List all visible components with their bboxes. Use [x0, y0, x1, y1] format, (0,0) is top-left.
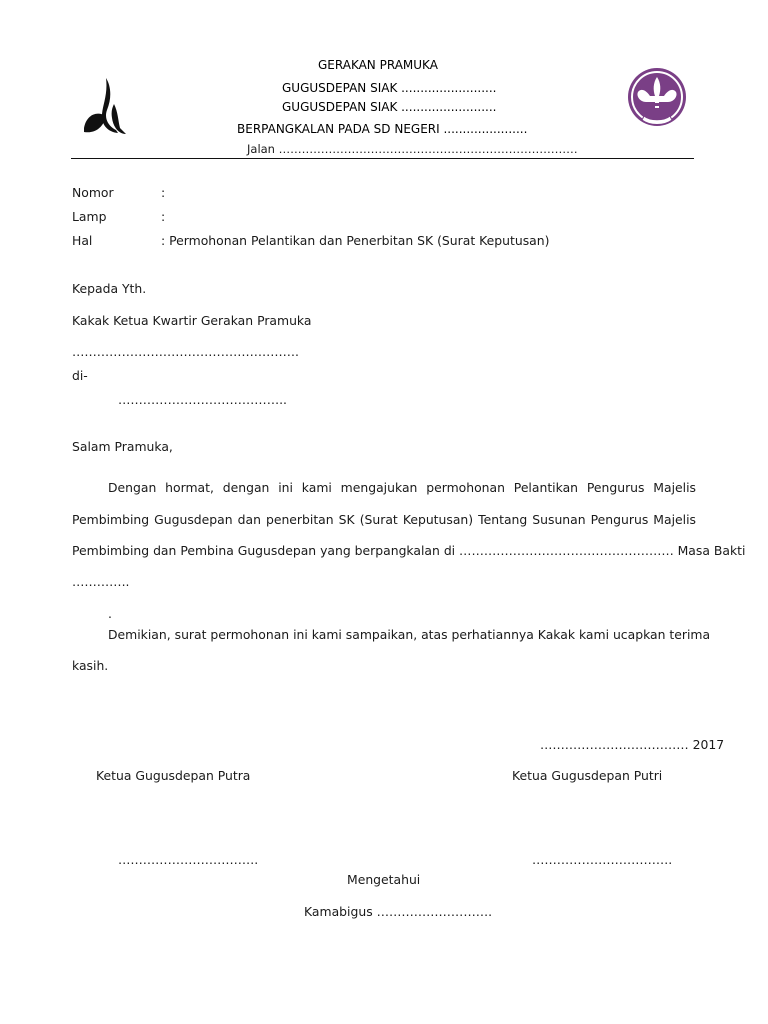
right-signatory-name: ……………………………. [532, 852, 673, 867]
left-signatory-name: ……………………………. [118, 852, 259, 867]
nomor-value: : [161, 185, 166, 200]
kamabigus-signatory: Kamabigus ………………………. [304, 904, 493, 919]
paragraph-dot: . [108, 606, 112, 621]
tunas-kelapa-logo-icon [80, 76, 130, 140]
gugusdepan-line-1: GUGUSDEPAN SIAK ......................... [282, 81, 497, 95]
letter-date: ……………………………… 2017 [540, 737, 725, 752]
recipient-di-place: ………………………………….. [118, 392, 287, 407]
paragraph-1-line-2: Pembimbing Gugusdepan dan penerbitan SK (Surat Keputusan) Tentang Susunan Pengurus Majelis [72, 512, 696, 527]
nomor-label: Nomor [72, 185, 114, 200]
right-signatory-title: Ketua Gugusdepan Putri [512, 768, 663, 783]
paragraph-1-line-1: Dengan hormat, dengan ini kami mengajukan permohonan Pelantikan Pengurus Majelis [108, 480, 696, 495]
lamp-label: Lamp [72, 209, 107, 224]
recipient-di: di- [72, 368, 88, 383]
recipient-place: ………………………………………………. [72, 344, 299, 359]
paragraph-2-line-1: Demikian, surat permohonan ini kami sampaikan, atas perhatiannya Kakak kami ucapkan terima [108, 627, 711, 642]
base-school-line: BERPANGKALAN PADA SD NEGERI ...................... [237, 122, 528, 136]
header-divider [71, 158, 694, 159]
recipient-to: Kepada Yth. [72, 281, 147, 296]
world-scout-emblem-icon [624, 66, 690, 132]
lamp-value: : [161, 209, 166, 224]
org-name: GERAKAN PRAMUKA [318, 58, 438, 72]
paragraph-1-line-3: Pembimbing dan Pembina Gugusdepan yang berpangkalan di ……………………………………………. Masa Bakti [72, 543, 746, 558]
paragraph-1-line-4: ………….. [72, 574, 130, 589]
recipient-name: Kakak Ketua Kwartir Gerakan Pramuka [72, 313, 312, 328]
paragraph-2-line-2: kasih. [72, 658, 109, 673]
left-signatory-title: Ketua Gugusdepan Putra [96, 768, 251, 783]
gugusdepan-line-2: GUGUSDEPAN SIAK ......................... [282, 100, 497, 114]
hal-label: Hal [72, 233, 93, 248]
address-line: Jalan …………………………………………………………………… [247, 142, 578, 156]
acknowledge-label: Mengetahui [347, 872, 421, 887]
greeting: Salam Pramuka, [72, 439, 173, 454]
hal-value: : Permohonan Pelantikan dan Penerbitan SK (Surat Keputusan) [161, 233, 550, 248]
